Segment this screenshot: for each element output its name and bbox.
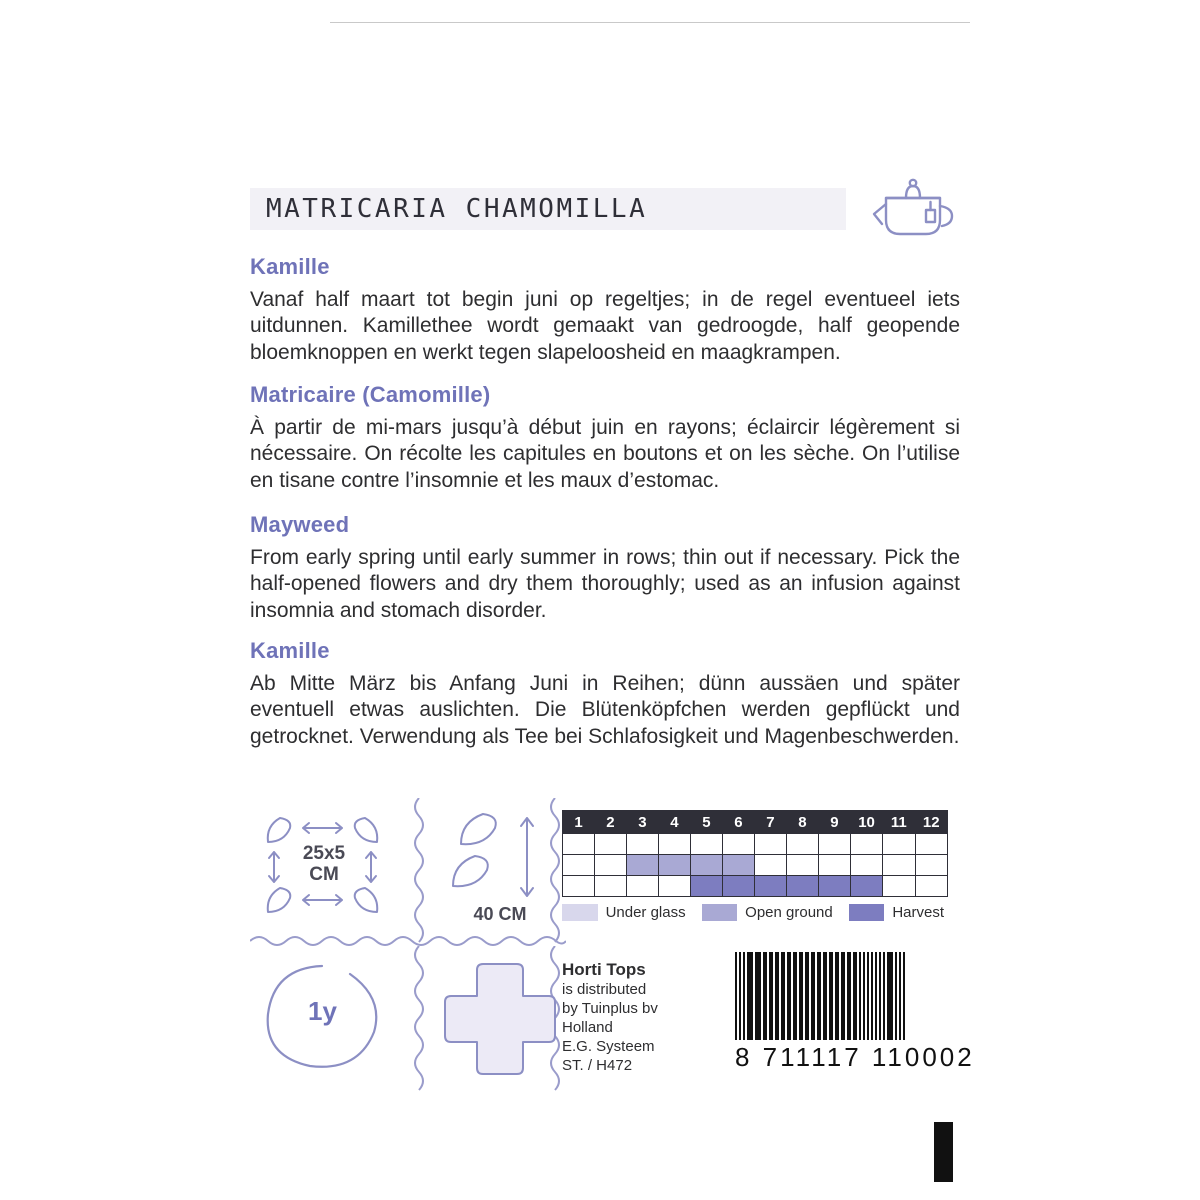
harvest-swatch	[849, 904, 885, 921]
language-block-french	[250, 382, 960, 494]
calendar-cell	[883, 876, 915, 897]
brand-line-1: is distributed	[562, 980, 647, 998]
shelf-life-value: 1y	[308, 996, 337, 1026]
language-body: À partir de mi-mars jusqu’à début juin en rayons; éclaircir légèrement si nécessaire. On récolte les capitules en boutons et on les sèche. On l’utilise en tisane contre l’insomnie et les maux d’estomac.	[250, 416, 960, 492]
calendar-cell	[658, 834, 690, 855]
top-divider-rule	[330, 22, 970, 23]
barcode-bars	[735, 952, 960, 1040]
under-glass-label: Under glass	[605, 904, 686, 921]
calendar-cell	[818, 834, 850, 855]
language-heading: Kamille	[250, 638, 330, 663]
wavy-divider-vertical-1	[410, 798, 428, 944]
brand-line-2: by Tuinplus bv	[562, 999, 658, 1017]
calendar-month-header: 6	[722, 811, 754, 834]
calendar-cell	[786, 855, 818, 876]
plant-height-cell	[435, 800, 565, 930]
calendar-cell	[883, 834, 915, 855]
calendar-month-header: 4	[658, 811, 690, 834]
language-block-english	[250, 512, 960, 624]
calendar-cell	[786, 834, 818, 855]
calendar-cell	[690, 834, 722, 855]
brand-info	[562, 960, 722, 1090]
info-icon-panel	[250, 800, 975, 1100]
calendar-month-header: 9	[818, 811, 850, 834]
brand-line-3: Holland	[562, 1018, 613, 1036]
wavy-divider-horizontal	[250, 932, 566, 950]
calendar-cell	[850, 834, 882, 855]
plus-cross-icon	[435, 952, 565, 1082]
barcode-bar	[905, 952, 907, 1040]
calendar-month-header: 10	[850, 811, 882, 834]
calendar-cell	[915, 834, 947, 855]
under-glass-swatch	[562, 904, 598, 921]
plant-height-label: 40 CM	[473, 904, 527, 924]
calendar-month-header: 2	[594, 811, 626, 834]
barcode	[735, 952, 975, 1082]
calendar-cell	[690, 855, 722, 876]
calendar-table	[562, 810, 948, 897]
calendar-cell	[594, 876, 626, 897]
calendar-cell	[658, 876, 690, 897]
botanical-name: MATRICARIA CHAMOMILLA	[266, 194, 648, 224]
open-ground-row	[563, 855, 948, 876]
plant-spacing-cell	[250, 800, 395, 930]
calendar-cell	[754, 855, 786, 876]
language-heading: Kamille	[250, 254, 330, 279]
plant-spacing-label	[290, 844, 358, 886]
calendar-month-header: 11	[883, 811, 915, 834]
calendar-month-header: 12	[915, 811, 947, 834]
calendar-cell	[786, 876, 818, 897]
calendar-cell	[915, 876, 947, 897]
calendar-cell	[915, 855, 947, 876]
calendar-month-header: 7	[754, 811, 786, 834]
calendar-cell	[690, 876, 722, 897]
brand-name: Horti Tops	[562, 960, 646, 979]
harvest-row	[563, 876, 948, 897]
plant-spacing-unit: CM	[309, 863, 339, 885]
calendar-cell	[626, 876, 658, 897]
language-body: From early spring until early summer in rows; thin out if necessary. Pick the half-opened flowers and dry them thoroughly; used as an infusion against insomnia and stomach disorder.	[250, 546, 960, 622]
calendar-legend	[562, 904, 960, 921]
language-block-dutch	[250, 254, 960, 366]
language-block-german	[250, 638, 960, 750]
calendar-cell	[883, 855, 915, 876]
language-heading: Matricaire (Camomille)	[250, 382, 491, 407]
botanical-name-bar	[250, 188, 846, 230]
calendar-cell	[754, 876, 786, 897]
calendar-cell	[658, 855, 690, 876]
harvest-label: Harvest	[892, 904, 944, 921]
open-ground-label: Open ground	[745, 904, 833, 921]
calendar-header-row	[563, 811, 948, 834]
calendar-cell	[594, 855, 626, 876]
open-ground-swatch	[702, 904, 738, 921]
calendar-cell	[850, 855, 882, 876]
calendar-cell	[722, 834, 754, 855]
calendar-cell	[563, 876, 595, 897]
calendar-month-header: 8	[786, 811, 818, 834]
calendar-cell	[850, 876, 882, 897]
plant-spacing-value: 25x5	[302, 843, 346, 864]
calendar-cell	[754, 834, 786, 855]
brand-line-5: ST. / H472	[562, 1057, 633, 1075]
language-body: Vanaf half maart tot begin juni op regeltjes; in de regel eventueel iets uitdunnen. Kamillethee wordt gemaakt van gedroogde, half geopende bloemknoppen en werkt tegen slapeloosheid en maagkrampen.	[250, 288, 960, 364]
calendar-cell	[594, 834, 626, 855]
calendar-cell	[818, 876, 850, 897]
calendar-cell	[626, 834, 658, 855]
calendar-cell	[563, 855, 595, 876]
calendar-cell	[722, 876, 754, 897]
calendar-cell	[818, 855, 850, 876]
brand-line-4: E.G. Systeem	[562, 1038, 655, 1056]
language-heading: Mayweed	[250, 512, 350, 537]
calendar-cell	[626, 855, 658, 876]
calendar-month-header: 1	[563, 811, 595, 834]
health-benefit-cell	[435, 952, 565, 1082]
under-glass-row	[563, 834, 948, 855]
calendar-cell	[563, 834, 595, 855]
sowing-calendar	[562, 810, 960, 940]
calendar-month-header: 5	[690, 811, 722, 834]
print-registration-mark	[934, 1122, 953, 1182]
shelf-life-cell	[250, 952, 395, 1082]
calendar-cell	[722, 855, 754, 876]
wavy-divider-vertical-3	[410, 946, 428, 1092]
language-body: Ab Mitte März bis Anfang Juni in Reihen; dünn aussäen und später eventuell etwas auslichten. Die Blütenköpfchen werden gepflückt und getrocknet. Verwendung als Tee bei Schlafosigkeit und Magenbeschwerden.	[250, 672, 960, 748]
barcode-digits: 8 711117 110002	[735, 1042, 975, 1072]
calendar-month-header: 3	[626, 811, 658, 834]
teapot-icon	[866, 168, 956, 244]
